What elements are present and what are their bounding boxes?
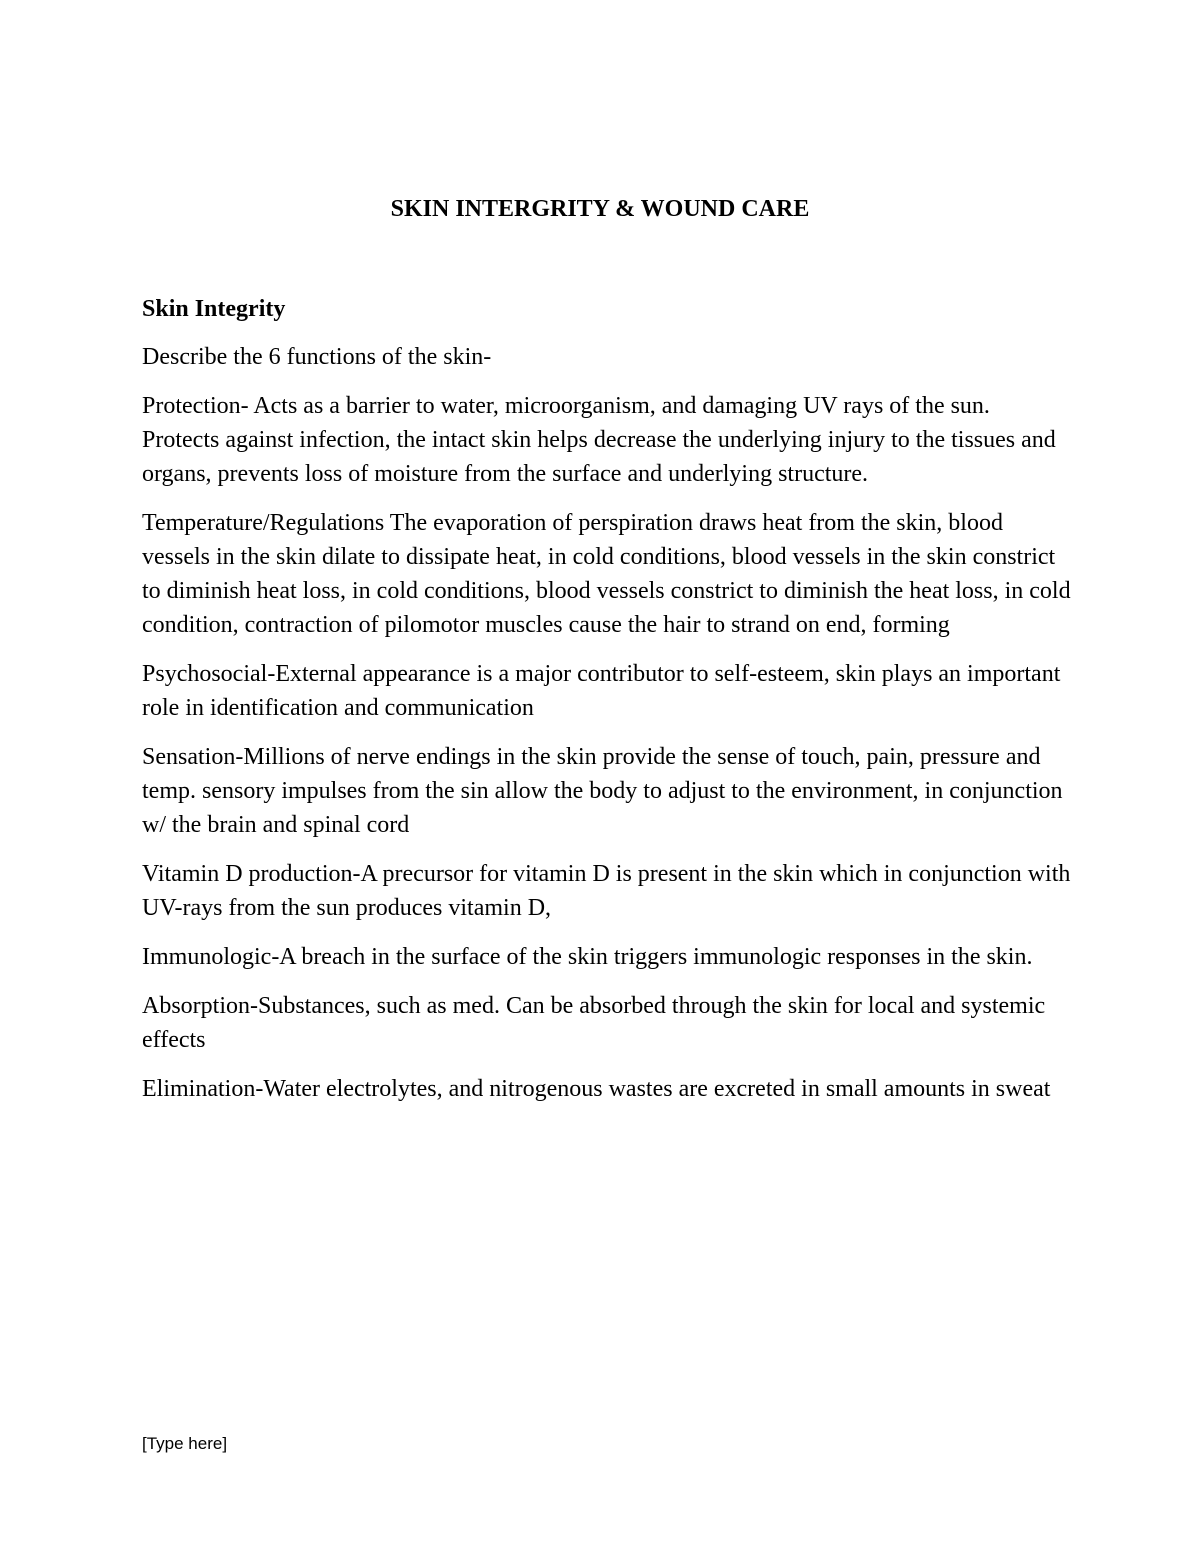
paragraph-sensation: Sensation-Millions of nerve endings in the skin provide the sense of touch, pain, pressure and temp. sensory impulses from the sin allow the body to adjust to the environment, in conjunction w/ the brain and spinal cord [142, 744, 1063, 838]
footer-placeholder[interactable]: [Type here] [142, 1434, 228, 1453]
paragraph-elimination: Elimination-Water electrolytes, and nitrogenous wastes are excreted in small amounts in sweat [142, 1076, 1051, 1102]
document-body [142, 292, 1072, 1121]
paragraph-absorption: Absorption-Substances, such as med. Can be absorbed through the skin for local and systemic effects [142, 993, 1046, 1053]
paragraph-immunologic: Immunologic-A breach in the surface of the skin triggers immunologic responses in the skin. [142, 944, 1033, 970]
paragraph-psychosocial: Psychosocial-External appearance is a major contributor to self-esteem, skin plays an important role in identification and communication [142, 661, 1061, 721]
paragraph-temperature: Temperature/Regulations The evaporation of perspiration draws heat from the skin, blood vessels in the skin dilate to dissipate heat, in cold conditions, blood vessels in the skin constrict to diminish heat loss, in cold conditions, blood vessels constrict to diminish the heat loss, in cold condition, contraction of pilomotor muscles cause the hair to strand on end, forming [142, 510, 1071, 638]
document-title: SKIN INTERGRITY & WOUND CARE [390, 196, 810, 222]
paragraph-protection: Protection- Acts as a barrier to water, microorganism, and damaging UV rays of the sun. Protects against infection, the intact skin helps decrease the underlying injury to the tissues and organs, prevents loss of moisture from the surface and underlying structure. [142, 393, 1056, 487]
paragraph-vitamin-d: Vitamin D production-A precursor for vitamin D is present in the skin which in conjunction with UV-rays from the sun produces vitamin D, [142, 861, 1071, 921]
section-heading: Skin Integrity [142, 296, 286, 322]
intro-paragraph: Describe the 6 functions of the skin- [142, 344, 492, 370]
